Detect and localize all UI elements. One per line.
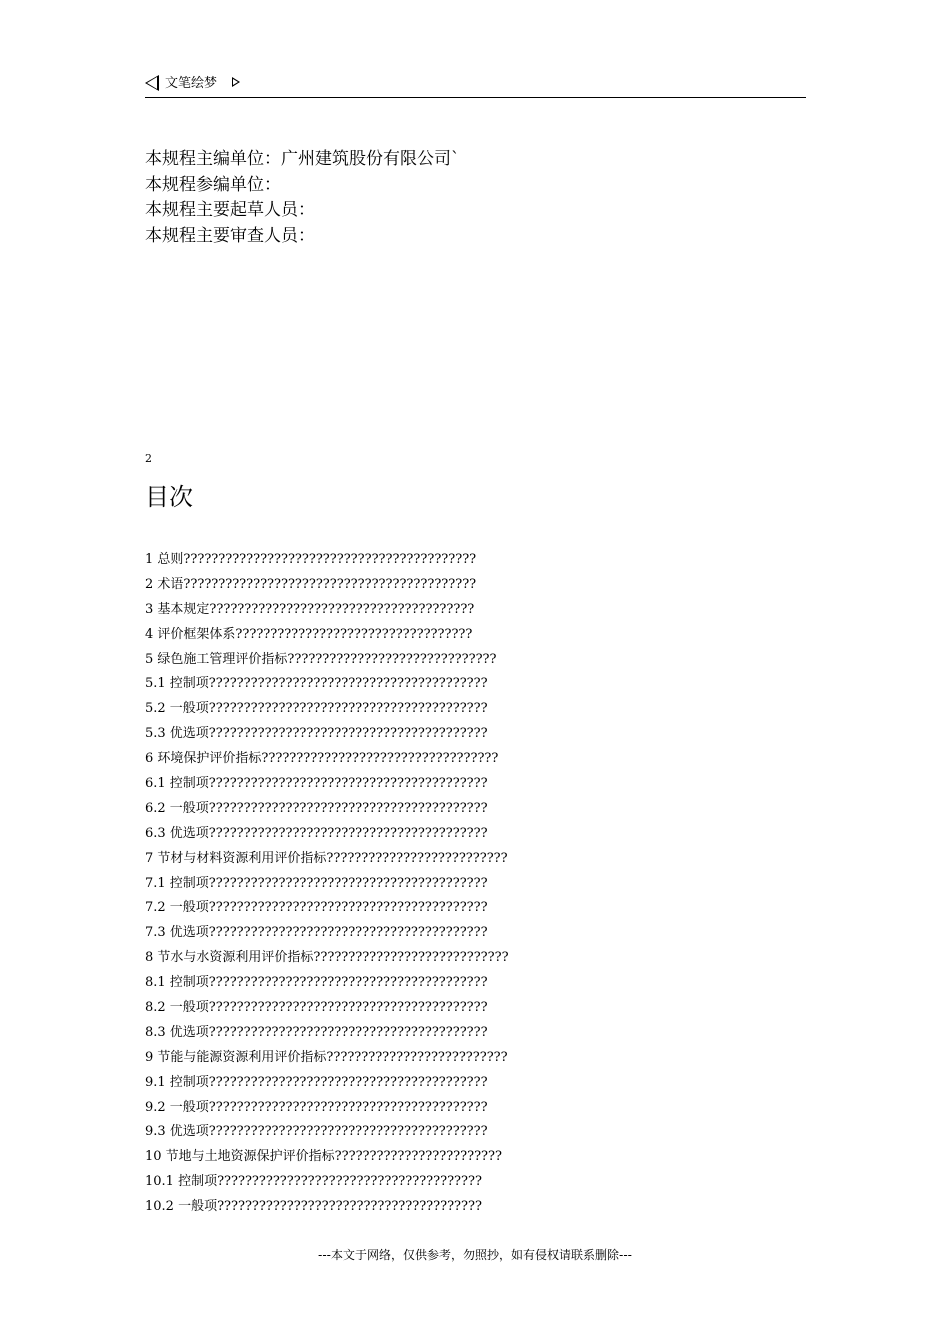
- toc-item: 10.2 一般项??????????????????????????????????????: [145, 1199, 482, 1215]
- toc-item: 8 节水与水资源利用评价指标????????????????????????????: [145, 950, 509, 966]
- toc-item: 8.2 一般项????????????????????????????????????????: [145, 1000, 488, 1016]
- toc-item: 5.1 控制项????????????????????????????????????????: [145, 676, 488, 692]
- toc-list: [145, 548, 509, 1220]
- toc-item: 9.3 优选项????????????????????????????????????????: [145, 1124, 488, 1140]
- toc-item: 7 节材与材料资源利用评价指标??????????????????????????: [145, 850, 508, 866]
- toc-item: 8.1 控制项????????????????????????????????????????: [145, 975, 488, 991]
- toc-item: 4 评价框架体系??????????????????????????????????: [145, 626, 473, 642]
- toc-title: 目次: [145, 483, 193, 511]
- toc-item: 6.1 控制项????????????????????????????????????????: [145, 776, 488, 792]
- right-triangle-icon: [232, 77, 240, 87]
- toc-item: 1 总则??????????????????????????????????????????: [145, 552, 477, 567]
- toc-item: 6 环境保护评价指标??????????????????????????????????: [145, 751, 499, 767]
- credit-line-participant: 本规程参编单位：: [145, 174, 281, 195]
- toc-item: 9 节能与能源资源利用评价指标??????????????????????????: [145, 1049, 508, 1065]
- header-title: 文笔绘梦: [165, 76, 218, 91]
- credit-line-editor: 本规程主编单位：广州建筑股份有限公司`: [145, 149, 460, 169]
- toc-item: 2 术语??????????????????????????????????????????: [145, 576, 477, 592]
- toc-item: 5.2 一般项????????????????????????????????????????: [145, 701, 488, 717]
- page-number: 2: [145, 452, 152, 465]
- left-triangle-icon: [145, 75, 159, 91]
- credit-line-drafters: 本规程主要起草人员：: [145, 200, 315, 220]
- toc-item: 6.2 一般项????????????????????????????????????????: [145, 800, 488, 816]
- toc-item: 5.3 优选项????????????????????????????????????????: [145, 726, 488, 742]
- toc-item: 9.2 一般项????????????????????????????????????????: [145, 1099, 488, 1115]
- toc-item: 5 绿色施工管理评价指标??????????????????????????????: [145, 651, 497, 667]
- toc-item: 7.3 优选项????????????????????????????????????????: [145, 925, 488, 941]
- toc-item: 7.1 控制项????????????????????????????????????????: [145, 875, 488, 891]
- toc-item: 9.1 控制项????????????????????????????????????????: [145, 1074, 488, 1090]
- footer-disclaimer: ---本文于网络，仅供参考，勿照抄，如有侵权请联系删除---: [318, 1248, 632, 1262]
- toc-item: 7.2 一般项????????????????????????????????????????: [145, 900, 488, 916]
- toc-item: 3 基本规定??????????????????????????????????????: [145, 601, 475, 617]
- toc-item: 6.3 优选项????????????????????????????????????????: [145, 825, 488, 841]
- credits-block: [145, 147, 460, 249]
- credit-line-reviewers: 本规程主要审查人员：: [145, 225, 315, 246]
- toc-item: 10 节地与土地资源保护评价指标????????????????????????: [145, 1149, 502, 1165]
- toc-item: 8.3 优选项????????????????????????????????????????: [145, 1024, 488, 1040]
- page-header: [145, 73, 806, 97]
- toc-item: 10.1 控制项??????????????????????????????????????: [145, 1174, 482, 1190]
- header-divider: [145, 97, 806, 98]
